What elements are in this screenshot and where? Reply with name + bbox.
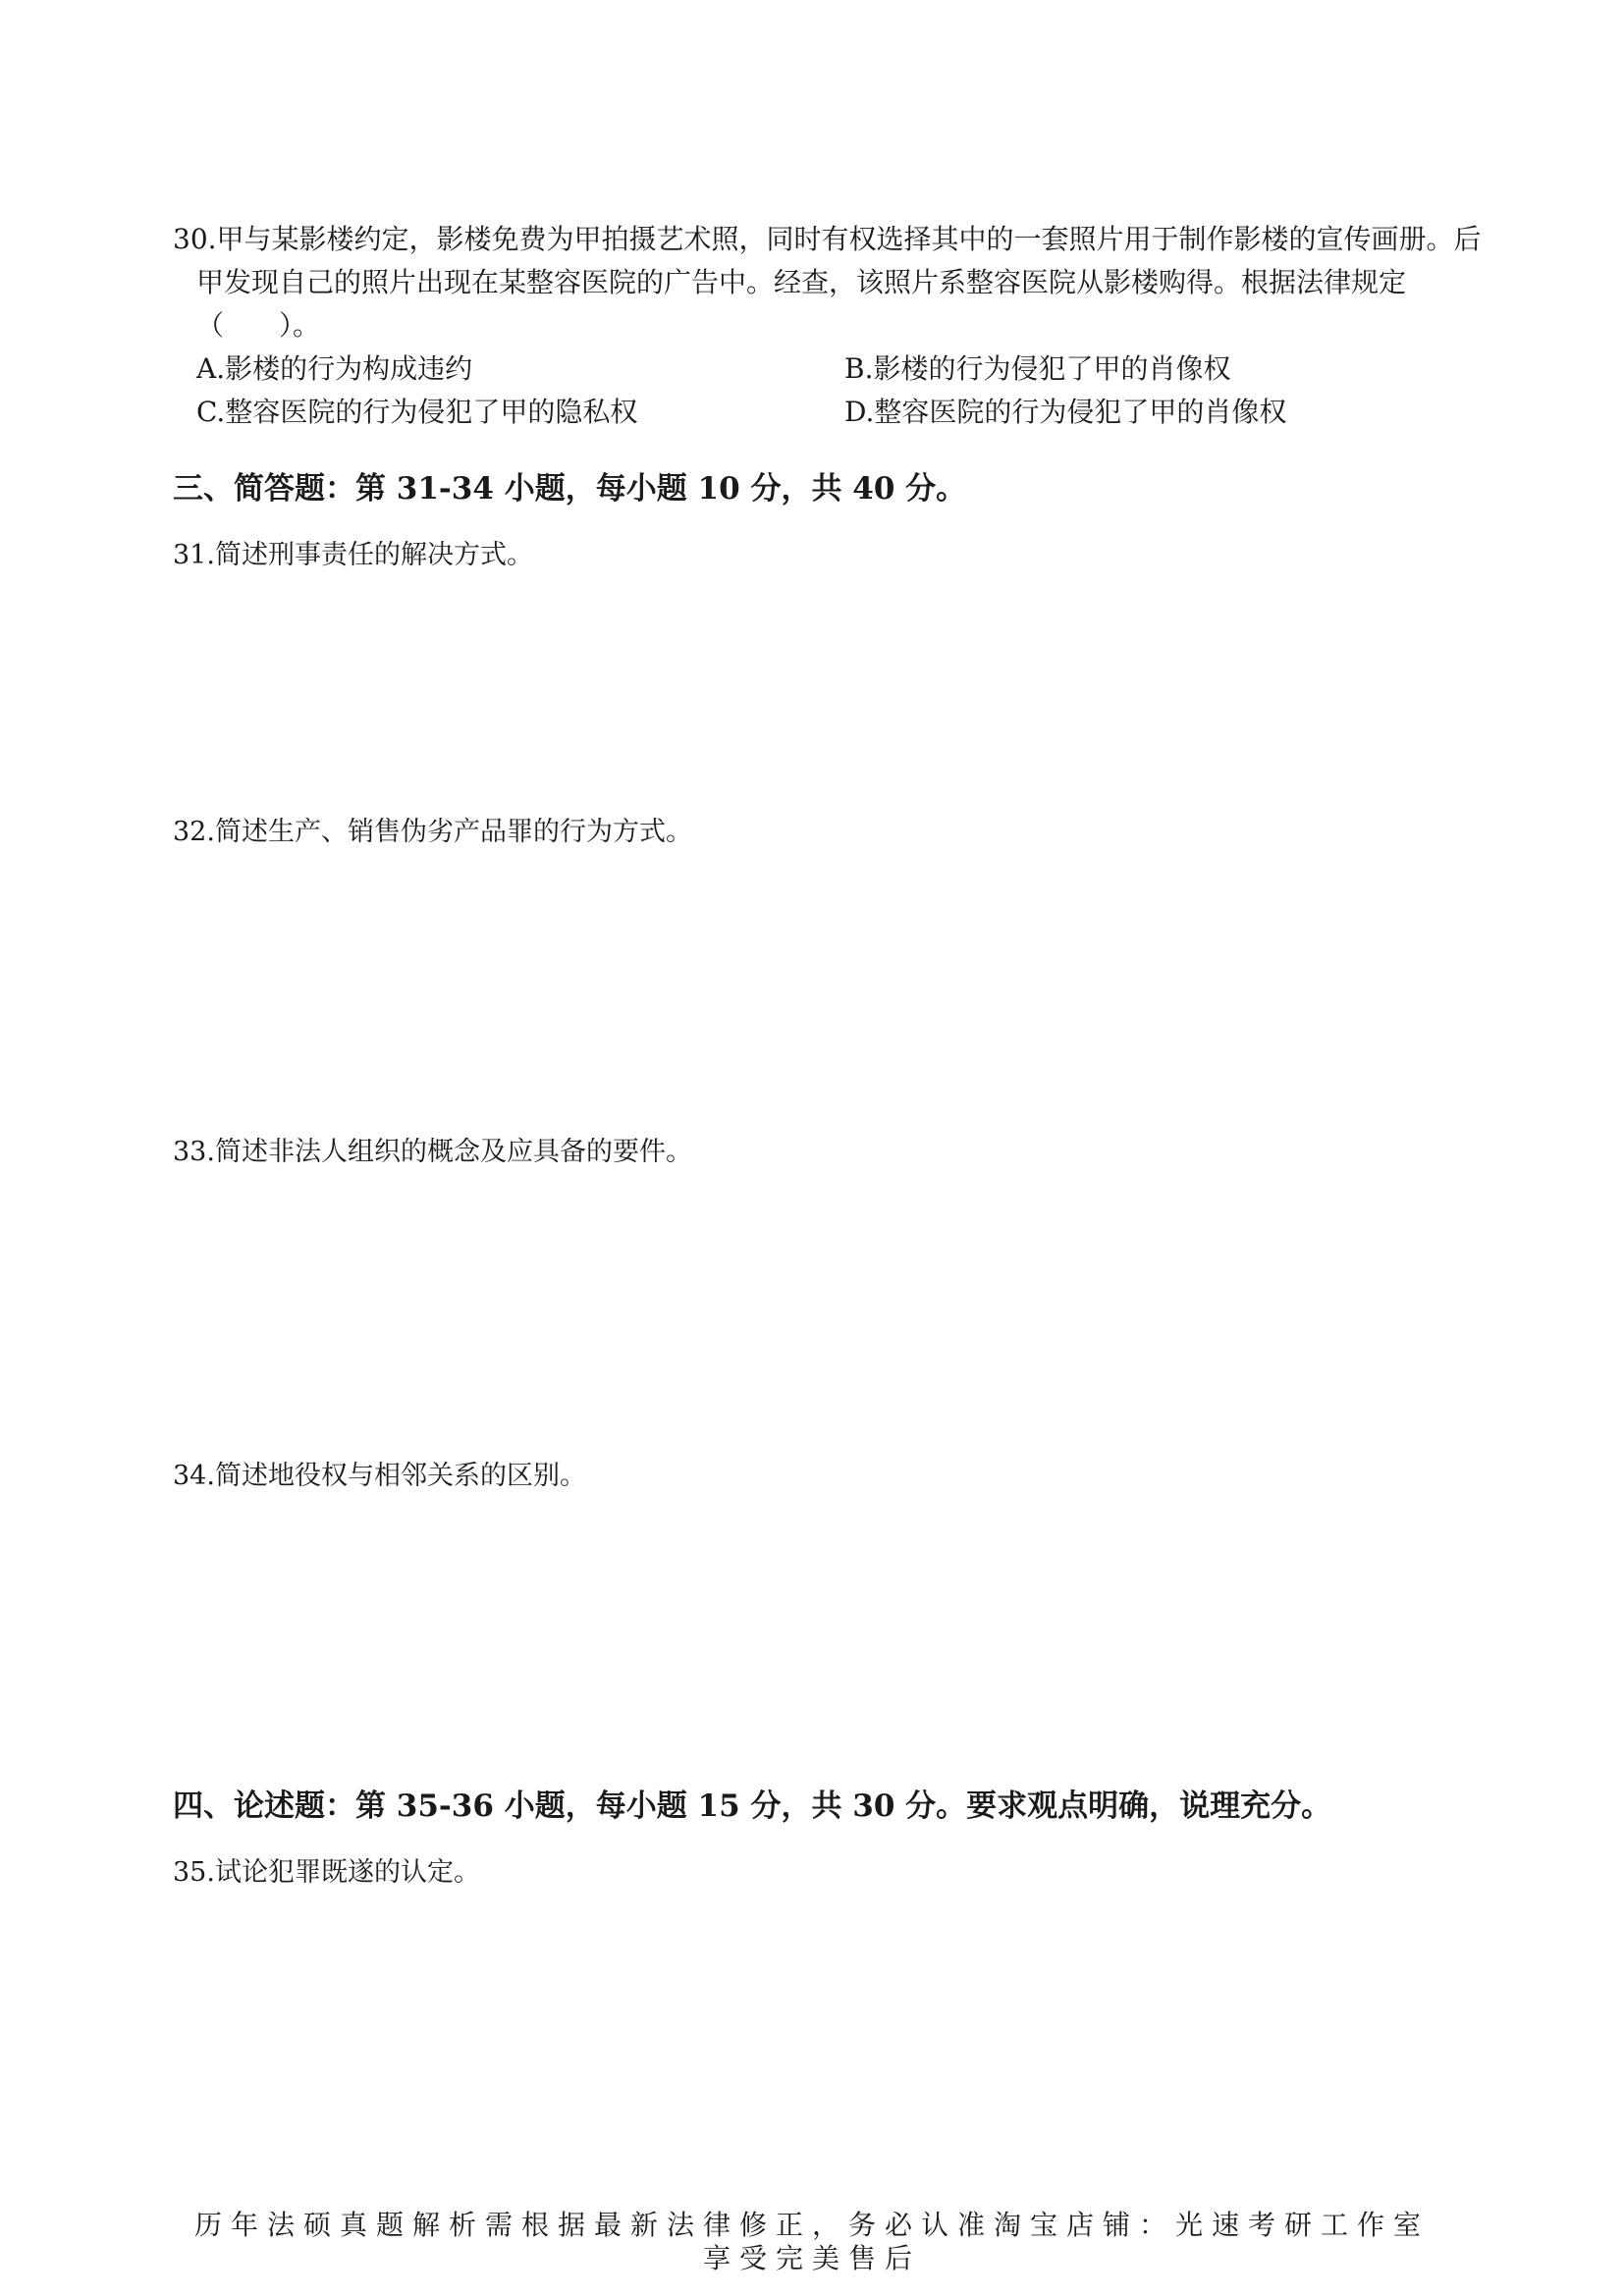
footer [0,2209,1624,2275]
footer-line-2: 享受完美售后 [702,2242,921,2274]
question-35: 35.试论犯罪既遂的认定。 [173,1857,480,1888]
option-a: A.影楼的行为构成违约 [196,352,473,385]
option-b: B.影楼的行为侵犯了甲的肖像权 [844,352,1231,385]
section-3-title: 三、简答题：第 31-34 小题，每小题 10 分，共 40 分。 [173,471,967,507]
section-4-title: 四、论述题：第 35-36 小题，每小题 15 分，共 30 分。要求观点明确，说理充分。 [173,1789,1332,1824]
question-30-stem: 30.甲与某影楼约定，影楼免费为甲拍摄艺术照，同时有权选择其中的一套照片用于制作影楼的宣传画册。后甲发现自己的照片出现在某整容医院的广告中。经查，该照片系整容医院从影楼购得。根据法律规定（ ）。 [173,223,1482,342]
question-30 [173,218,1489,347]
option-c: C.整容医院的行为侵犯了甲的隐私权 [196,396,638,428]
question-33: 33.简述非法人组织的概念及应具备的要件。 [173,1137,692,1167]
footer-line-1: 历年法硕真题解析需根据最新法律修正，务必认准淘宝店铺：光速考研工作室 [193,2209,1430,2241]
option-d: D.整容医院的行为侵犯了甲的肖像权 [844,396,1287,428]
question-30-options [196,347,1492,434]
question-32: 32.简述生产、销售伪劣产品罪的行为方式。 [173,817,692,847]
question-34: 34.简述地役权与相邻关系的区别。 [173,1461,586,1491]
question-31: 31.简述刑事责任的解决方式。 [173,540,533,570]
